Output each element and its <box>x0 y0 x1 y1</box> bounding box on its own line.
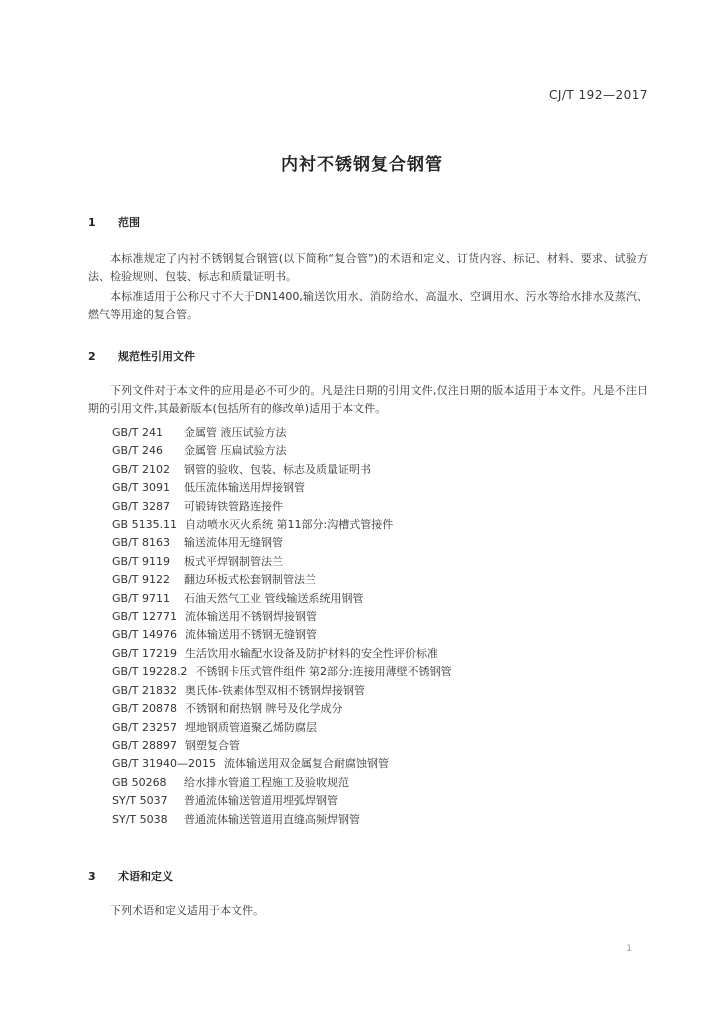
reference-title: 不锈钢卡压式管件组件 第2部分:连接用薄壁不锈钢管 <box>195 665 452 679</box>
reference-code: SY/T 5038 <box>112 812 168 826</box>
reference-item <box>112 682 652 700</box>
reference-item <box>112 737 652 755</box>
reference-code: GB 5135.11 <box>112 518 178 532</box>
reference-code: GB/T 14976 <box>112 628 177 642</box>
reference-item <box>112 571 652 589</box>
reference-code: GB/T 246 <box>112 444 163 458</box>
reference-item <box>112 755 652 773</box>
reference-title: 流体输送用双金属复合耐腐蚀钢管 <box>223 757 389 771</box>
reference-code: GB/T 21832 <box>112 683 177 697</box>
reference-item <box>112 516 652 534</box>
reference-item <box>112 424 652 442</box>
section-title: 范围 <box>118 216 140 229</box>
reference-item <box>112 700 652 718</box>
reference-title: 翻边环板式松套钢制管法兰 <box>184 573 316 587</box>
reference-item <box>112 626 652 644</box>
reference-item <box>112 663 652 681</box>
reference-title: 生活饮用水输配水设备及防护材料的安全性评价标准 <box>185 646 438 660</box>
reference-title: 钢塑复合管 <box>185 738 240 752</box>
reference-title: 金属管 压扁试验方法 <box>184 444 287 458</box>
section-number: 3 <box>88 870 96 883</box>
reference-title: 不锈钢和耐热钢 牌号及化学成分 <box>185 702 343 716</box>
reference-code: GB/T 19228.2 <box>112 665 188 679</box>
section-title: 规范性引用文件 <box>118 350 195 363</box>
reference-title: 钢管的验收、包装、标志及质量证明书 <box>184 462 371 476</box>
reference-item <box>112 590 652 608</box>
section-number: 2 <box>88 350 96 363</box>
reference-item <box>112 479 652 497</box>
reference-code: GB/T 241 <box>112 426 163 439</box>
section-number: 1 <box>88 216 96 229</box>
reference-code: GB/T 12771 <box>112 610 177 624</box>
reference-title: 低压流体输送用焊接钢管 <box>184 481 305 495</box>
page-number: 1 <box>626 944 632 954</box>
normative-references-list <box>112 424 652 829</box>
reference-code: GB/T 9711 <box>112 591 170 605</box>
reference-item <box>112 461 652 479</box>
section-1-paragraph-1: 本标准规定了内衬不锈钢复合钢管(以下简称“复合管”)的术语和定义、订货内容、标记、材料、要求、试验方法、检验规则、包装、标志和质量证明书。 <box>88 252 648 283</box>
reference-title: 流体输送用不锈钢无缝钢管 <box>185 628 317 642</box>
reference-item <box>112 442 652 460</box>
reference-title: 板式平焊钢制管法兰 <box>184 554 283 568</box>
reference-code: GB/T 31940—2015 <box>112 757 216 771</box>
reference-item <box>112 645 652 663</box>
reference-item <box>112 792 652 810</box>
reference-item <box>112 774 652 792</box>
reference-code: GB/T 9122 <box>112 573 170 587</box>
document-title: 内衬不锈钢复合钢管 <box>281 155 443 175</box>
section-3-heading <box>88 868 173 884</box>
reference-code: GB/T 3091 <box>112 481 170 495</box>
reference-code: GB/T 20878 <box>112 702 177 716</box>
reference-code: GB/T 9119 <box>112 554 170 568</box>
reference-item <box>112 608 652 626</box>
standard-code: CJ/T 192—2017 <box>548 88 648 102</box>
reference-code: GB/T 3287 <box>112 499 170 513</box>
reference-title: 普通流体输送管道用埋弧焊钢管 <box>184 794 338 808</box>
reference-title: 奥氏体-铁素体型双相不锈钢焊接钢管 <box>185 683 365 697</box>
reference-code: GB/T 17219 <box>112 646 177 660</box>
reference-title: 普通流体输送管道用直缝高频焊钢管 <box>184 812 360 826</box>
reference-code: SY/T 5037 <box>112 794 168 808</box>
reference-title: 输送流体用无缝钢管 <box>184 536 283 550</box>
reference-item <box>112 719 652 737</box>
section-1-paragraph-2: 本标准适用于公称尺寸不大于DN1400,输送饮用水、消防给水、高温水、空调用水、污水等给水排水及蒸汽、燃气等用途的复合管。 <box>88 290 648 321</box>
reference-title: 可锻铸铁管路连接件 <box>184 499 283 513</box>
reference-title: 金属管 液压试验方法 <box>184 426 287 439</box>
reference-title: 自动喷水灭火系统 第11部分:沟槽式管接件 <box>185 518 394 532</box>
reference-code: GB/T 2102 <box>112 462 170 476</box>
reference-code: GB/T 23257 <box>112 720 177 734</box>
reference-item <box>112 811 652 829</box>
section-title: 术语和定义 <box>118 870 173 883</box>
section-3-paragraph-1: 下列术语和定义适用于本文件。 <box>110 904 264 917</box>
reference-code: GB/T 28897 <box>112 738 177 752</box>
reference-code: GB/T 8163 <box>112 536 170 550</box>
reference-item <box>112 534 652 552</box>
section-2-paragraph-1: 下列文件对于本文件的应用是必不可少的。凡是注日期的引用文件,仅注日期的版本适用于本文件。凡是不注日期的引用文件,其最新版本(包括所有的修改单)适用于本文件。 <box>88 384 648 415</box>
reference-title: 石油天然气工业 管线输送系统用钢管 <box>184 591 364 605</box>
reference-item <box>112 553 652 571</box>
reference-item <box>112 498 652 516</box>
reference-title: 给水排水管道工程施工及验收规范 <box>184 775 349 789</box>
section-2-heading <box>88 348 195 364</box>
reference-title: 流体输送用不锈钢焊接钢管 <box>185 610 317 624</box>
reference-code: GB 50268 <box>112 775 167 789</box>
reference-title: 埋地钢质管道聚乙烯防腐层 <box>185 720 317 734</box>
section-1-heading <box>88 214 140 230</box>
